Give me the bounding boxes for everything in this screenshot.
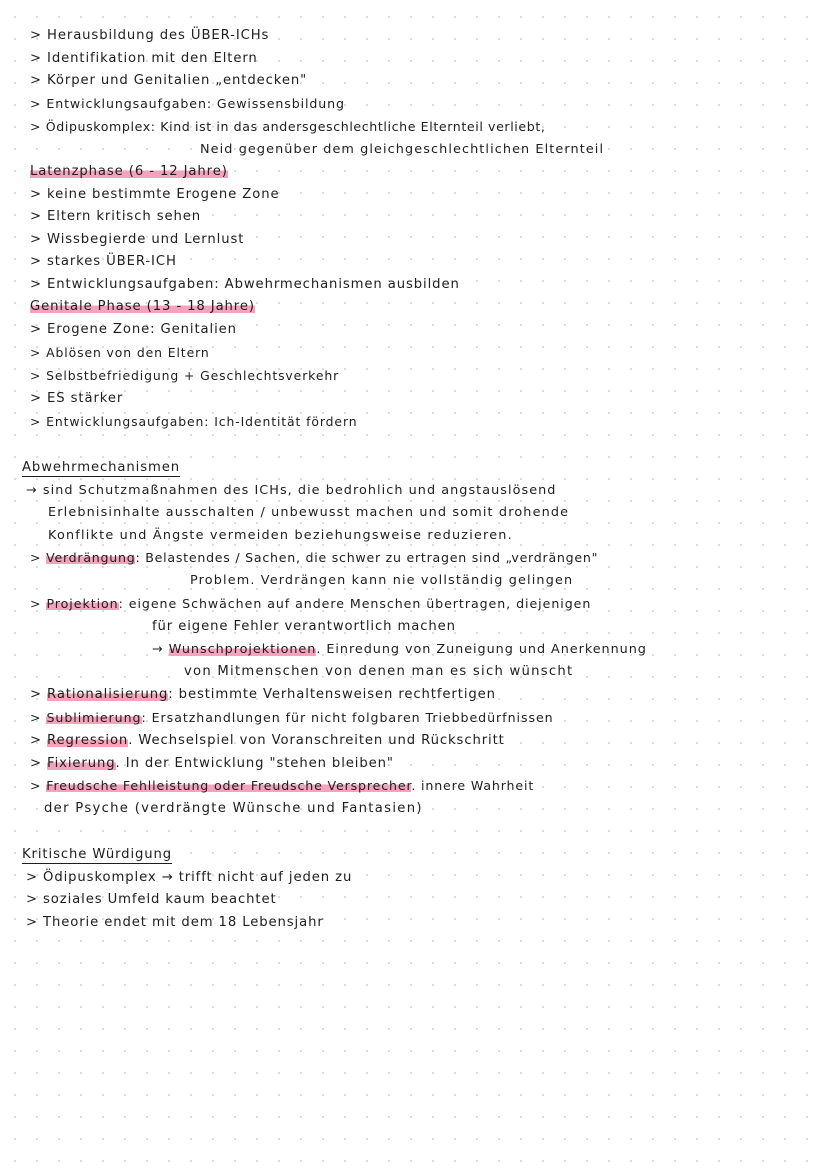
critique-title [22,846,172,864]
wunsch-arrow: → [152,642,169,657]
wunsch-term: Wunschprojektionen [168,642,317,657]
latency-item-4: > starkes ÜBER-ICH [30,254,177,269]
projektion-text: : eigene Schwächen auf andere Menschen übertragen, diejenigen [118,596,592,611]
defense-title [22,459,180,477]
fixierung-text: . In der Entwicklung "stehen bleiben" [115,756,394,771]
verdraengung-term: Verdrängung [46,550,136,565]
defense-intro-1: → sind Schutzmaßnahmen des ICHs, die bedrohlich und angstauslösend [26,483,557,498]
defense-title-text: Abwehrmechanismen [22,460,180,475]
fehlleistung-term: Freudsche Fehlleistung oder Freudsche Versprecher [46,778,412,793]
verdraengung-text: : Belastendes / Sachen, die schwer zu ertragen sind „verdrängen" [135,550,599,565]
verdraengung-bullet: > [30,550,47,565]
verdraengung-cont: Problem. Verdrängen kann nie vollständig gelingen [190,573,574,588]
regression-text: . Wechselspiel von Voranschreiten und Rückschritt [128,733,505,748]
critique-item-1: > Ödipuskomplex → trifft nicht auf jeden zu [26,870,353,885]
genital-title-text: Genitale Phase (13 - 18 Jahre) [30,299,255,314]
sublimierung-line [30,709,554,727]
rationalisierung-bullet: > [30,687,48,702]
wunsch-line [152,641,647,659]
projektion-line [30,595,591,613]
latency-title-text: Latenzphase (6 - 12 Jahre) [30,164,228,179]
fixierung-bullet: > [30,756,48,771]
verdraengung-line [30,549,598,567]
fehlleistung-line [30,777,534,795]
rationalisierung-text: : bestimmte Verhaltensweisen rechtfertigen [168,687,496,702]
latency-title [30,163,228,181]
fixierung-term: Fixierung [47,756,116,771]
phallic-item-4: > Entwicklungsaufgaben: Gewissensbildung [30,96,345,111]
genital-item-1: > Erogene Zone: Genitalien [30,322,237,337]
latency-item-1: > keine bestimmte Erogene Zone [30,187,280,202]
phallic-item-1: > Herausbildung des ÜBER-ICHs [30,28,270,43]
genital-item-3: > Selbstbefriedigung + Geschlechtsverkehr [30,368,340,383]
latency-item-3: > Wissbegierde und Lernlust [30,232,245,247]
projektion-bullet: > [30,596,47,611]
phallic-item-5-cont: Neid gegenüber dem gleichgeschlechtlichen Elternteil [200,142,605,157]
rationalisierung-line [30,686,496,704]
phallic-item-2: > Identifikation mit den Eltern [30,51,258,66]
phallic-item-3: > Körper und Genitalien „entdecken" [30,73,308,88]
fehlleistung-text: . innere Wahrheit [411,778,535,793]
projektion-term: Projektion [46,596,119,611]
fehlleistung-bullet: > [30,778,47,793]
rationalisierung-term: Rationalisierung [47,687,169,702]
critique-item-3: > Theorie endet mit dem 18 Lebensjahr [26,915,324,930]
latency-item-2: > Eltern kritisch sehen [30,209,202,224]
genital-item-2: > Ablösen von den Eltern [30,345,210,360]
defense-intro-3: Konflikte und Ängste vermeiden beziehungsweise reduzieren. [48,528,513,543]
sublimierung-bullet: > [30,710,47,725]
genital-item-5: > Entwicklungsaufgaben: Ich-Identität fördern [30,414,358,429]
wunsch-cont: von Mitmenschen von denen man es sich wünscht [184,664,574,679]
fehlleistung-cont: der Psyche (verdrängte Wünsche und Fantasien) [44,801,423,816]
sublimierung-text: : Ersatzhandlungen für nicht folgbaren Triebbedürfnissen [141,710,554,725]
regression-term: Regression [47,733,129,748]
regression-bullet: > [30,733,48,748]
genital-item-4: > ES stärker [30,391,124,406]
regression-line [30,732,505,750]
fixierung-line [30,755,394,773]
sublimierung-term: Sublimierung [46,710,142,725]
genital-title [30,298,255,316]
critique-title-text: Kritische Würdigung [22,847,173,862]
wunsch-text: . Einredung von Zuneigung und Anerkennung [316,642,647,657]
projektion-cont: für eigene Fehler verantwortlich machen [152,619,456,634]
phallic-item-5: > Ödipuskomplex: Kind ist in das andersgeschlechtliche Elternteil verliebt, [30,119,546,134]
latency-item-5: > Entwicklungsaufgaben: Abwehrmechanismen ausbilden [30,277,460,292]
critique-item-2: > soziales Umfeld kaum beachtet [26,892,277,907]
defense-intro-2: Erlebnisinhalte ausschalten / unbewusst machen und somit drohende [48,505,570,520]
